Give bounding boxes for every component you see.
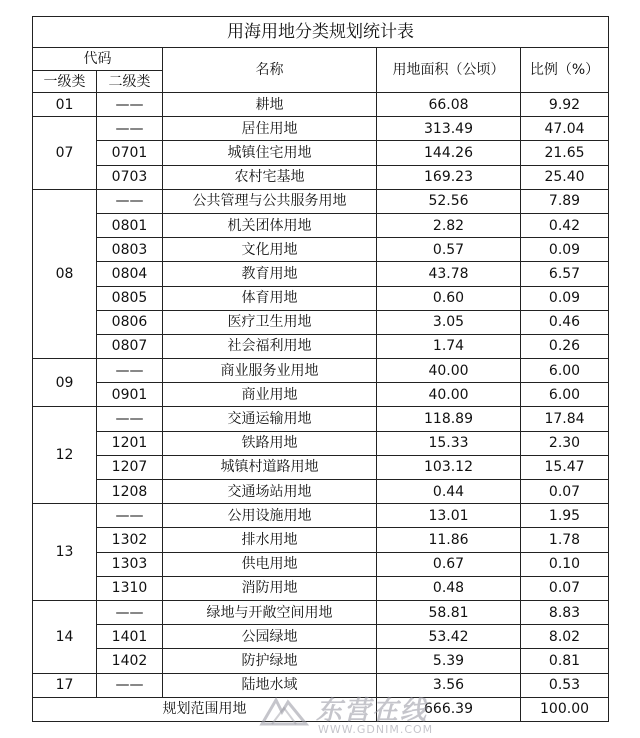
table-row	[33, 141, 609, 165]
level2-code: 0805	[97, 286, 163, 310]
land-use-name: 供电用地	[163, 552, 377, 576]
level2-code: ——	[97, 117, 163, 141]
name-header: 名称	[163, 48, 377, 93]
area-value: 53.42	[377, 625, 521, 649]
land-use-name: 体育用地	[163, 286, 377, 310]
area-value: 3.56	[377, 673, 521, 697]
table-row	[33, 600, 609, 624]
land-use-name: 公园绿地	[163, 625, 377, 649]
ratio-value: 2.30	[521, 431, 609, 455]
ratio-value: 7.89	[521, 189, 609, 213]
land-use-name: 机关团体用地	[163, 213, 377, 237]
level2-code: 1201	[97, 431, 163, 455]
area-value: 118.89	[377, 407, 521, 431]
area-value: 1.74	[377, 334, 521, 358]
table-row	[33, 310, 609, 334]
area-value: 40.00	[377, 383, 521, 407]
land-use-name: 公用设施用地	[163, 504, 377, 528]
land-use-name: 商业服务业用地	[163, 359, 377, 383]
table-row	[33, 334, 609, 358]
code-header: 代码	[33, 48, 163, 71]
land-use-name: 绿地与开敞空间用地	[163, 600, 377, 624]
area-value: 13.01	[377, 504, 521, 528]
area-value: 144.26	[377, 141, 521, 165]
table-row	[33, 238, 609, 262]
land-use-name: 消防用地	[163, 576, 377, 600]
land-use-name: 文化用地	[163, 238, 377, 262]
level2-code: 1208	[97, 480, 163, 504]
ratio-value: 0.26	[521, 334, 609, 358]
table-row	[33, 117, 609, 141]
level2-code: 0901	[97, 383, 163, 407]
area-value: 0.44	[377, 480, 521, 504]
total-row	[33, 697, 609, 721]
table-row	[33, 504, 609, 528]
area-value: 2.82	[377, 213, 521, 237]
level2-code: 0807	[97, 334, 163, 358]
land-use-statistics-sheet	[32, 16, 608, 722]
land-use-name: 交通场站用地	[163, 480, 377, 504]
level2-code: 0801	[97, 213, 163, 237]
ratio-value: 17.84	[521, 407, 609, 431]
level2-code: 1310	[97, 576, 163, 600]
table-row	[33, 93, 609, 117]
area-value: 0.48	[377, 576, 521, 600]
area-value: 3.05	[377, 310, 521, 334]
land-use-name: 商业用地	[163, 383, 377, 407]
ratio-value: 0.07	[521, 576, 609, 600]
area-header: 用地面积（公顷）	[377, 48, 521, 93]
area-value: 313.49	[377, 117, 521, 141]
land-use-name: 防护绿地	[163, 649, 377, 673]
land-use-name: 医疗卫生用地	[163, 310, 377, 334]
ratio-value: 0.81	[521, 649, 609, 673]
land-use-table	[32, 16, 609, 722]
level1-code: 08	[33, 189, 97, 358]
area-value: 11.86	[377, 528, 521, 552]
table-row	[33, 213, 609, 237]
level1-code: 07	[33, 117, 97, 190]
table-row	[33, 625, 609, 649]
table-row	[33, 552, 609, 576]
level1-code: 01	[33, 93, 97, 117]
ratio-value: 8.83	[521, 600, 609, 624]
level2-code: 1401	[97, 625, 163, 649]
total-ratio: 100.00	[521, 697, 609, 721]
ratio-value: 25.40	[521, 165, 609, 189]
level2-code: 0803	[97, 238, 163, 262]
table-row	[33, 407, 609, 431]
area-value: 15.33	[377, 431, 521, 455]
ratio-value: 0.42	[521, 213, 609, 237]
area-value: 5.39	[377, 649, 521, 673]
area-value: 169.23	[377, 165, 521, 189]
ratio-value: 0.10	[521, 552, 609, 576]
total-area: 666.39	[377, 697, 521, 721]
level2-code: ——	[97, 189, 163, 213]
level2-code: ——	[97, 93, 163, 117]
level1-code: 12	[33, 407, 97, 504]
level2-code: ——	[97, 359, 163, 383]
table-row	[33, 165, 609, 189]
ratio-value: 0.09	[521, 238, 609, 262]
land-use-name: 居住用地	[163, 117, 377, 141]
area-value: 103.12	[377, 455, 521, 479]
level2-code: 1402	[97, 649, 163, 673]
level1-header: 一级类	[33, 71, 97, 93]
ratio-value: 6.00	[521, 359, 609, 383]
ratio-value: 0.53	[521, 673, 609, 697]
land-use-name: 排水用地	[163, 528, 377, 552]
level2-code: 0703	[97, 165, 163, 189]
table-row	[33, 262, 609, 286]
total-label: 规划范围用地	[33, 697, 377, 721]
table-row	[33, 455, 609, 479]
level2-code: 1207	[97, 455, 163, 479]
ratio-value: 0.07	[521, 480, 609, 504]
ratio-header: 比例（%）	[521, 48, 609, 93]
watermark-brand: 东营在线	[316, 696, 429, 726]
table-row	[33, 480, 609, 504]
level2-code: 0701	[97, 141, 163, 165]
table-title: 用海用地分类规划统计表	[33, 17, 609, 48]
land-use-name: 农村宅基地	[163, 165, 377, 189]
table-row	[33, 383, 609, 407]
level2-code: 1302	[97, 528, 163, 552]
area-value: 52.56	[377, 189, 521, 213]
table-row	[33, 189, 609, 213]
land-use-name: 陆地水域	[163, 673, 377, 697]
table-body	[33, 93, 609, 722]
level2-code: 1303	[97, 552, 163, 576]
ratio-value: 6.00	[521, 383, 609, 407]
level2-code: ——	[97, 600, 163, 624]
area-value: 0.67	[377, 552, 521, 576]
table-row	[33, 673, 609, 697]
table-row	[33, 359, 609, 383]
land-use-name: 公共管理与公共服务用地	[163, 189, 377, 213]
area-value: 66.08	[377, 93, 521, 117]
level1-code: 17	[33, 673, 97, 697]
level2-code: 0804	[97, 262, 163, 286]
area-value: 40.00	[377, 359, 521, 383]
area-value: 58.81	[377, 600, 521, 624]
ratio-value: 0.09	[521, 286, 609, 310]
area-value: 43.78	[377, 262, 521, 286]
ratio-value: 15.47	[521, 455, 609, 479]
table-row	[33, 286, 609, 310]
ratio-value: 1.78	[521, 528, 609, 552]
level1-code: 13	[33, 504, 97, 601]
level2-header: 二级类	[97, 71, 163, 93]
land-use-name: 耕地	[163, 93, 377, 117]
table-row	[33, 649, 609, 673]
level2-code: ——	[97, 673, 163, 697]
land-use-name: 交通运输用地	[163, 407, 377, 431]
ratio-value: 1.95	[521, 504, 609, 528]
ratio-value: 9.92	[521, 93, 609, 117]
area-value: 0.60	[377, 286, 521, 310]
level2-code: 0806	[97, 310, 163, 334]
level2-code: ——	[97, 407, 163, 431]
table-row	[33, 528, 609, 552]
table-row	[33, 431, 609, 455]
land-use-name: 教育用地	[163, 262, 377, 286]
land-use-name: 城镇村道路用地	[163, 455, 377, 479]
ratio-value: 0.46	[521, 310, 609, 334]
ratio-value: 6.57	[521, 262, 609, 286]
level1-code: 14	[33, 600, 97, 673]
land-use-name: 铁路用地	[163, 431, 377, 455]
table-row	[33, 576, 609, 600]
ratio-value: 8.02	[521, 625, 609, 649]
land-use-name: 城镇住宅用地	[163, 141, 377, 165]
watermark-url: WWW.GDNIM.COM	[318, 723, 434, 736]
level1-code: 09	[33, 359, 97, 407]
level2-code: ——	[97, 504, 163, 528]
area-value: 0.57	[377, 238, 521, 262]
ratio-value: 21.65	[521, 141, 609, 165]
land-use-name: 社会福利用地	[163, 334, 377, 358]
ratio-value: 47.04	[521, 117, 609, 141]
